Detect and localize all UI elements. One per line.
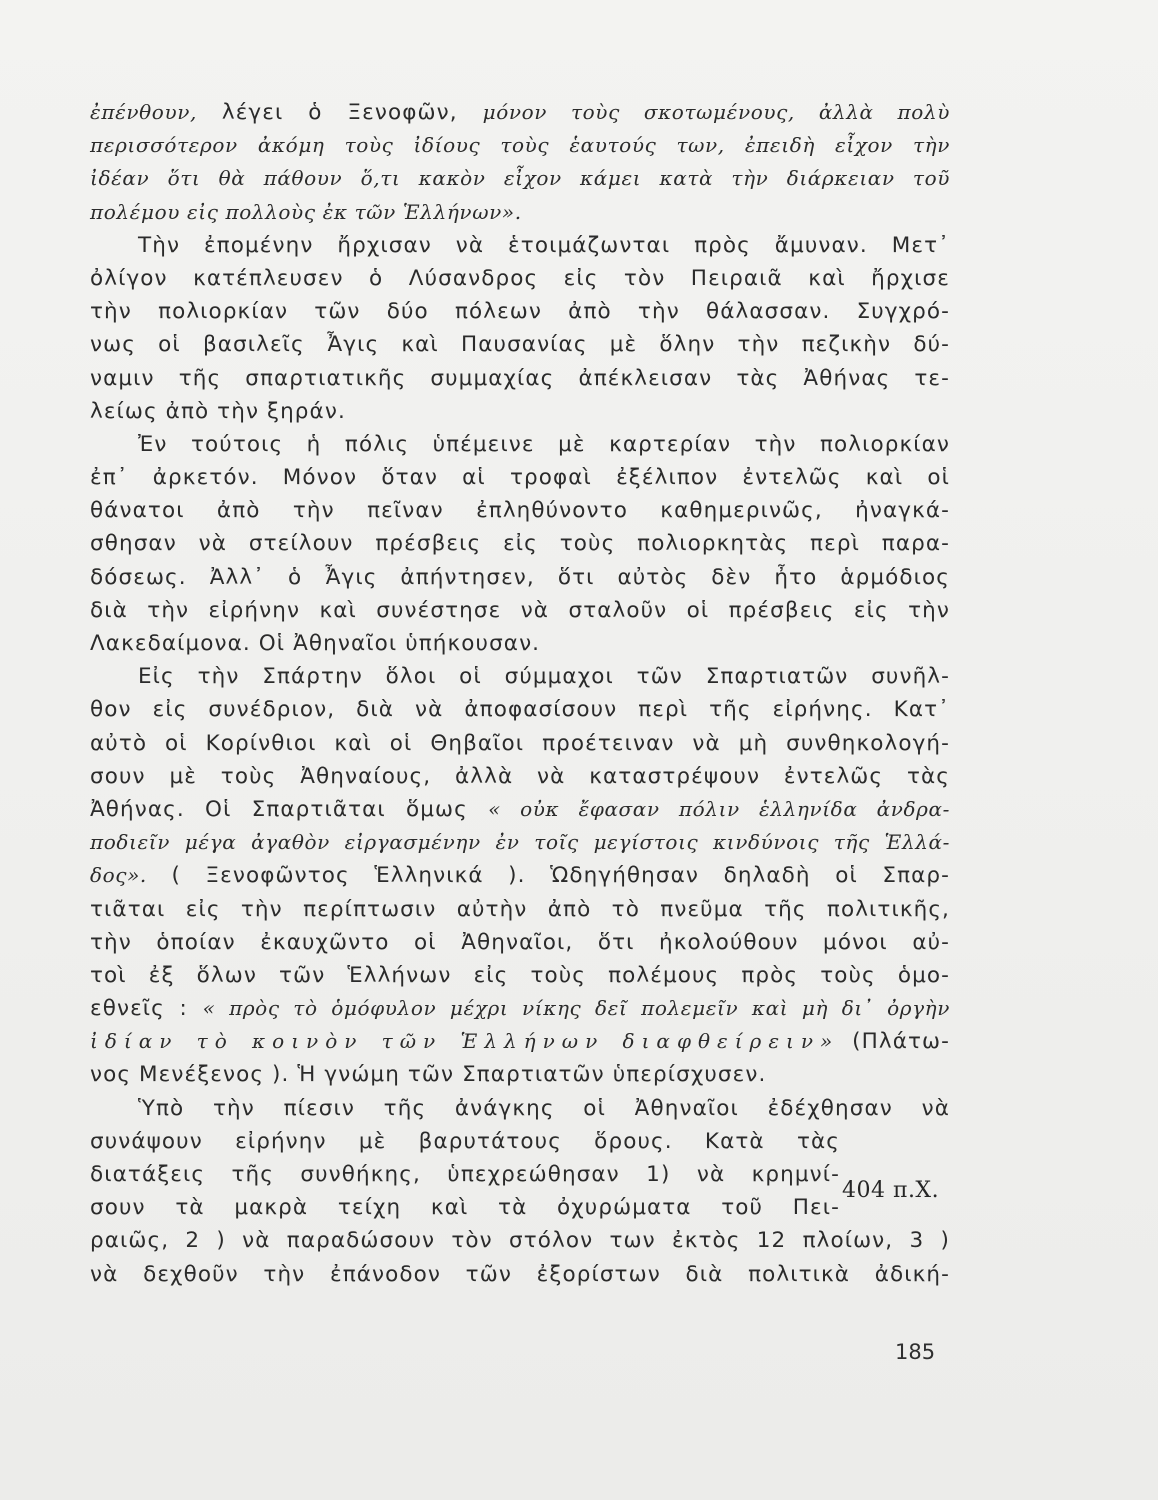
page-number: 185 — [895, 1340, 936, 1364]
text-line — [90, 1092, 950, 1125]
text-segment: θον εἰς συνέδριον, διὰ νὰ ἀποφασίσουν περὶ τῆς εἰρήνης. Κατ᾽ — [90, 697, 950, 723]
text-segment: τοὶ ἐξ ὅλων τῶν Ἑλλήνων εἰς τοὺς πολέμους πρὸς τοὺς ὁμο- — [90, 962, 950, 988]
text-segment: λέγει ὁ Ξενοφῶν, — [196, 100, 483, 125]
text-line — [90, 926, 950, 959]
text-line — [90, 893, 950, 926]
text-line — [90, 428, 950, 461]
text-segment: ( Ξενοφῶντος Ἑλληνικά ). Ὡδηγήθησαν δηλαδὴ οἱ Σπαρ- — [146, 863, 950, 889]
text-segment: λείως ἀπὸ τὴν ξηράν. — [90, 398, 346, 424]
italic-quote-segment: πολέμου εἰς πολλοὺς ἐκ τῶν Ἑλλήνων». — [90, 199, 522, 224]
italic-quote-segment: ποδιεῖν μέγα ἀγαθὸν εἰργασμένην ἐν τοῖς μεγίστοις κινδύνοις τῆς Ἑλλά- — [90, 830, 950, 855]
italic-quote-segment: περισσότερον ἀκόμη τοὺς ἰδίους τοὺς ἑαυτούς των, ἐπειδὴ εἶχον τὴν — [90, 133, 950, 158]
text-segment: διατάξεις τῆς συνθήκης, ὑπεχρεώθησαν 1) νὰ κρημνί- — [90, 1162, 840, 1187]
text-segment: νὰ δεχθοῦν τὴν ἐπάνοδον τῶν ἐξορίστων διὰ πολιτικὰ ἀδική- — [90, 1261, 950, 1287]
text-line — [90, 395, 950, 428]
text-line — [90, 1224, 950, 1257]
text-segment: σθησαν νὰ στείλουν πρέσβεις εἰς τοὺς πολιορκητὰς περὶ παρα- — [90, 531, 950, 557]
text-line — [90, 1258, 950, 1291]
text-line — [90, 826, 950, 859]
text-segment: νως οἱ βασιλεῖς Ἆγις καὶ Παυσανίας μὲ ὅλην τὴν πεζικὴν δύ- — [90, 332, 950, 358]
text-line — [90, 196, 950, 229]
text-segment: αὐτὸ οἱ Κορίνθιοι καὶ οἱ Θηβαῖοι προέτειναν νὰ μὴ συνθηκολογή- — [90, 730, 950, 756]
text-line — [90, 295, 950, 328]
italic-quote-segment: ἰδίαν τὸ κοινὸν τῶν Ἑλλήνων διαφθείρειν» — [90, 1029, 840, 1054]
text-segment: σουν τὰ μακρὰ τείχη καὶ τὰ ὀχυρώματα τοῦ Πει- — [90, 1195, 840, 1221]
text-line — [90, 162, 950, 195]
text-line — [90, 461, 950, 494]
text-line — [90, 1158, 840, 1191]
text-line — [90, 1191, 840, 1224]
margin-date-note: 404 π.Χ. — [842, 1178, 940, 1203]
italic-quote-segment: « οὐκ ἔφασαν πόλιν ἑλληνίδα ἀνδρα- — [488, 796, 950, 821]
text-line — [90, 727, 950, 760]
text-segment: Εἰς τὴν Σπάρτην ὅλοι οἱ σύμμαχοι τῶν Σπαρτιατῶν συνῆλ- — [138, 664, 950, 690]
text-segment: τὴν ὁποίαν ἐκαυχῶντο οἱ Ἀθηναῖοι, ὅτι ἠκολούθουν μόνοι αὐ- — [90, 929, 950, 955]
text-line — [90, 959, 950, 992]
text-segment: Τὴν ἐπομένην ἤρχισαν νὰ ἑτοιμάζωνται πρὸς ἄμυναν. Μετ᾽ — [138, 232, 950, 258]
text-line — [90, 129, 950, 162]
text-line — [90, 594, 950, 627]
text-segment: Ἐν τούτοις ἡ πόλις ὑπέμεινε μὲ καρτερίαν τὴν πολιορκίαν — [138, 431, 950, 457]
text-line — [90, 627, 950, 660]
text-line — [90, 1058, 950, 1091]
text-segment: διὰ τὴν εἰρήνην καὶ συνέστησε νὰ σταλοῦν οἱ πρέσβεις εἰς τὴν — [90, 597, 950, 623]
text-segment: τὴν πολιορκίαν τῶν δύο πόλεων ἀπὸ τὴν θάλασσαν. Συγχρό- — [90, 299, 950, 325]
italic-quote-segment: « πρὸς τὸ ὁμόφυλον μέχρι νίκης δεῖ πολεμεῖν καὶ μὴ δι᾽ ὀργὴν — [202, 996, 950, 1021]
body-text — [90, 96, 950, 1291]
text-segment: ναμιν τῆς σπαρτιατικῆς συμμαχίας ἀπέκλεισαν τὰς Ἀθήνας τε- — [90, 365, 950, 391]
text-segment: εθνεῖς : — [90, 996, 203, 1022]
text-line — [90, 693, 950, 726]
text-line — [90, 229, 950, 262]
italic-quote-segment: ἐπένθουν, — [90, 100, 197, 124]
italic-quote-segment: δος». — [90, 863, 147, 888]
text-line — [90, 96, 950, 129]
text-line — [90, 1025, 950, 1058]
italic-quote-segment: ἰδέαν ὅτι θὰ πάθουν ὅ,τι κακὸν εἶχον κάμει κατὰ τὴν διάρκειαν τοῦ — [90, 166, 950, 191]
italic-quote-segment: μόνον τοὺς σκοτωμένους, ἀλλὰ πολὺ — [482, 100, 950, 124]
text-line — [90, 793, 950, 826]
text-segment: τιᾶται εἰς τὴν περίπτωσιν αὐτὴν ἀπὸ τὸ πνεῦμα τῆς πολιτικῆς, — [90, 896, 950, 922]
text-segment: ἐπ᾽ ἀρκετόν. Μόνον ὅταν αἱ τροφαὶ ἐξέλιπον ἐντελῶς καὶ οἱ — [90, 465, 950, 491]
text-line — [90, 262, 950, 295]
text-segment: δόσεως. Ἀλλ᾽ ὁ Ἆγις ἀπήντησεν, ὅτι αὐτὸς δὲν ἦτο ἁρμόδιος — [90, 564, 950, 590]
text-line — [90, 660, 950, 693]
text-line — [90, 859, 950, 892]
text-line — [90, 328, 950, 361]
text-line — [90, 494, 950, 527]
text-segment: νος Μενέξενος ). Ἡ γνώμη τῶν Σπαρτιατῶν ὑπερίσχυσεν. — [90, 1062, 767, 1088]
text-segment: Ὑπὸ τὴν πίεσιν τῆς ἀνάγκης οἱ Ἀθηναῖοι ἐδέχθησαν νὰ — [138, 1095, 950, 1121]
text-segment: ραιῶς, 2 ) νὰ παραδώσουν τὸν στόλον των ἐκτὸς 12 πλοίων, 3 ) — [90, 1228, 950, 1254]
text-line — [90, 561, 950, 594]
text-line — [90, 1125, 840, 1158]
text-segment: Ἀθήνας. Οἱ Σπαρτιᾶται ὅμως — [90, 796, 489, 822]
text-line — [90, 760, 950, 793]
text-segment: (Πλάτω- — [839, 1029, 951, 1055]
text-line — [90, 992, 950, 1025]
text-segment: Λακεδαίμονα. Οἱ Ἀθηναῖοι ὑπήκουσαν. — [90, 631, 541, 656]
text-line — [90, 362, 950, 395]
text-segment: θάνατοι ἀπὸ τὴν πεῖναν ἐπληθύνοντο καθημερινῶς, ἠναγκά- — [90, 498, 950, 524]
text-line — [90, 527, 950, 560]
text-segment: συνάψουν εἰρήνην μὲ βαρυτάτους ὅρους. Κατὰ τὰς — [90, 1128, 840, 1154]
text-segment: ὀλίγον κατέπλευσεν ὁ Λύσανδρος εἰς τὸν Πειραιᾶ καὶ ἤρχισε — [90, 265, 950, 291]
text-segment: σουν μὲ τοὺς Ἀθηναίους, ἀλλὰ νὰ καταστρέψουν ἐντελῶς τὰς — [90, 763, 950, 789]
